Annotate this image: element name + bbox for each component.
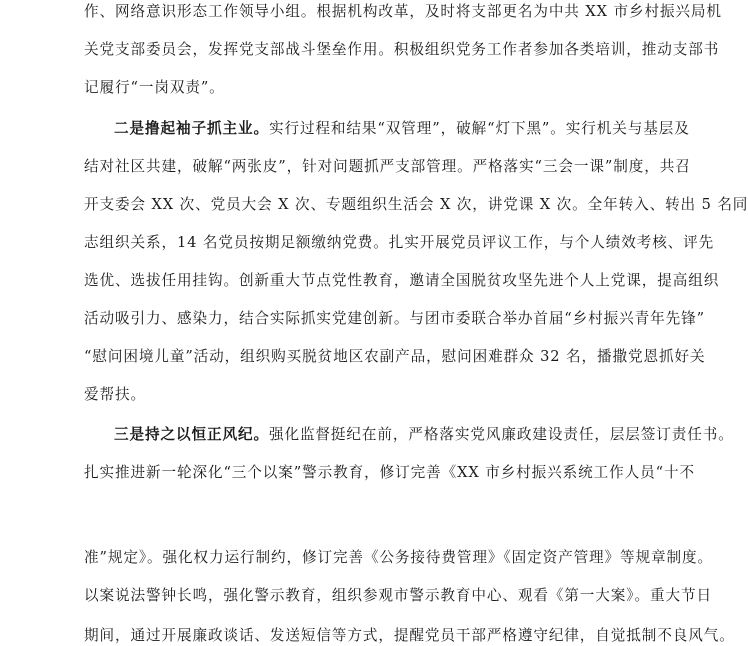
body-text-line: 志组织关系，14 名党员按期足额缴纳党费。扎实开展党员评议工作，与个人绩效考核、评先: [84, 234, 715, 251]
body-text-line: 开支委会 XX 次、党员大会 X 次、专题组织生活会 X 次，讲党课 X 次。全年转入、转出 5 名同: [84, 196, 748, 213]
paragraph-2-first-line: [114, 119, 690, 139]
body-text: 强化监督挺纪在前，严格落实党风廉政建设责任，层层签订责任书。: [268, 426, 734, 443]
body-text-line: 关党支部委员会，发挥党支部战斗堡垒作用。积极组织党务工作者参加各类培训，推动支部书: [84, 41, 720, 58]
body-text: 实行过程和结果“双管理”，破解“灯下黑”。实行机关与基层及: [268, 120, 690, 137]
body-text-line: 扎实推进新一轮深化“三个以案”警示教育，修订完善《XX 市乡村振兴系统工作人员“十不: [84, 464, 695, 481]
body-text-line: 期间，通过开展廉政谈话、发送短信等方式，提醒党员干部严格遵守纪律，自觉抵制不良风气。: [84, 627, 735, 644]
paragraph-lead-heading: 三是持之以恒正风纪。: [114, 426, 269, 443]
body-text-line: 记履行“一岗双责”。: [84, 79, 225, 96]
paragraph-lead-heading: 二是撸起袖子抓主业。: [114, 120, 269, 137]
paragraph-3-first-line: [114, 425, 734, 445]
body-text-line: “慰问困境儿童”活动，组织购买脱贫地区农副产品，慰问困难群众 32 名，播撒党恩抓好关: [84, 348, 706, 365]
body-text-line: 选优、选拔任用挂钩。创新重大节点党性教育，邀请全国脱贫攻坚先进个人上党课，提高组织: [84, 272, 720, 289]
body-text-line: 作、网络意识形态工作领导小组。根据机构改革，及时将支部更名为中共 XX 市乡村振兴局机: [84, 3, 722, 20]
body-text-line: 爱帮扶。: [84, 386, 146, 403]
body-text-line: 结对社区共建，破解“两张皮”，针对问题抓严支部管理。严格落实“三会一课”制度，共召: [84, 158, 691, 175]
body-text-line: 准”规定》。强化权力运行制约，修订完善《公务接待费管理》《固定资产管理》等规章制度。: [84, 549, 714, 566]
body-text-line: 以案说法警钟长鸣，强化警示教育，组织参观市警示教育中心、观看《第一大案》。重大节日: [84, 587, 712, 604]
body-text-line: 活动吸引力、感染力，结合实际抓实党建创新。与团市委联合举办首届“乡村振兴青年先锋”: [84, 310, 705, 327]
